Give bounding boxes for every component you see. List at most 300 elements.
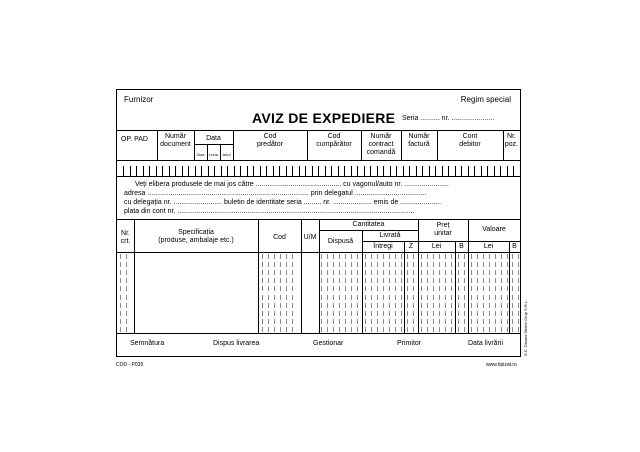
row-cell-tick xyxy=(507,262,508,267)
value-label: Valoare xyxy=(482,226,506,233)
row-cell-tick xyxy=(280,327,281,332)
row-cell-tick xyxy=(333,303,334,308)
row-cell-tick xyxy=(439,262,440,267)
row-cell-tick xyxy=(339,327,340,332)
row-cell-tick xyxy=(433,311,434,316)
row-cell-tick xyxy=(458,286,459,291)
row-cell-tick xyxy=(501,262,502,267)
digit-box-tick xyxy=(455,166,456,176)
digit-box-tick xyxy=(370,166,371,176)
row-cell-tick xyxy=(401,303,402,308)
digit-box-tick xyxy=(494,166,495,176)
row-cell-tick xyxy=(345,303,346,308)
row-cell-tick xyxy=(292,311,293,316)
row-cell-tick xyxy=(464,319,465,324)
contract-number-label: Număr contract comandă xyxy=(366,133,396,156)
row-cell-tick xyxy=(377,303,378,308)
row-cell-tick xyxy=(395,327,396,332)
digit-box-tick xyxy=(221,166,222,176)
row-cell-tick xyxy=(339,270,340,275)
row-cell-tick xyxy=(327,311,328,316)
row-cell-tick xyxy=(507,286,508,291)
row-cell-tick xyxy=(274,311,275,316)
digit-box-tick xyxy=(149,166,150,176)
row-cell-tick xyxy=(351,311,352,316)
delivery-line-2[interactable]: adresa ................................................................................... prin delegatul ..................................... xyxy=(124,190,427,197)
row-cell-tick xyxy=(389,278,390,283)
row-cell-tick xyxy=(292,319,293,324)
row-cell-tick xyxy=(345,278,346,283)
row-cell-tick xyxy=(451,327,452,332)
row-cell-tick xyxy=(413,327,414,332)
specification-label: Specificația (produse, ambalaje etc.) xyxy=(158,229,234,244)
publisher-text: S.C. Dinami Striker Grup S.R.L. xyxy=(523,299,528,356)
row-cell-tick xyxy=(413,270,414,275)
row-cell-tick xyxy=(292,327,293,332)
row-cell-tick xyxy=(327,286,328,291)
row-cell-tick xyxy=(483,311,484,316)
row-cell-tick xyxy=(377,262,378,267)
row-cell-tick xyxy=(357,254,358,259)
row-cell-tick xyxy=(495,286,496,291)
row-cell-tick xyxy=(389,303,390,308)
row-cell-tick xyxy=(421,262,422,267)
digit-box-tick xyxy=(253,166,254,176)
row-cell-tick xyxy=(489,286,490,291)
digit-box-tick xyxy=(299,166,300,176)
row-cell-tick xyxy=(413,262,414,267)
row-cell-tick xyxy=(371,254,372,259)
row-cell-tick xyxy=(339,319,340,324)
row-cell-tick xyxy=(333,254,334,259)
row-cell-tick xyxy=(327,278,328,283)
row-cell-tick xyxy=(451,262,452,267)
row-cell-tick xyxy=(371,295,372,300)
row-cell-tick xyxy=(458,262,459,267)
row-cell-tick xyxy=(445,262,446,267)
row-cell-tick xyxy=(477,327,478,332)
row-cell-tick xyxy=(383,262,384,267)
row-cell-tick xyxy=(351,295,352,300)
row-cell-tick xyxy=(495,254,496,259)
row-cell-tick xyxy=(518,295,519,300)
delivery-line-1[interactable]: Veți elibera produsele de mai jos către ............................................ cu vagonul/auto nr. ....................... xyxy=(135,181,449,188)
row-cell-tick xyxy=(120,262,121,267)
digit-box-tick xyxy=(305,166,306,176)
row-cell-tick xyxy=(458,327,459,332)
dispatch-note-form xyxy=(116,89,521,357)
row-cell-tick xyxy=(427,254,428,259)
row-cell-tick xyxy=(280,295,281,300)
row-cell-tick xyxy=(280,262,281,267)
row-cell-tick xyxy=(327,262,328,267)
doc-number-label: Număr document xyxy=(160,133,191,148)
row-cell-tick xyxy=(262,295,263,300)
row-cell-tick xyxy=(383,278,384,283)
row-cell-tick xyxy=(365,270,366,275)
row-cell-tick xyxy=(495,303,496,308)
row-cell-tick xyxy=(427,319,428,324)
row-cell-tick xyxy=(421,295,422,300)
row-cell-tick xyxy=(407,319,408,324)
row-cell-tick xyxy=(483,327,484,332)
row-cell-tick xyxy=(501,303,502,308)
row-cell-tick xyxy=(262,262,263,267)
row-cell-tick xyxy=(389,262,390,267)
digit-box-tick xyxy=(136,166,137,176)
row-cell-tick xyxy=(327,303,328,308)
row-cell-tick xyxy=(345,327,346,332)
row-cell-tick xyxy=(471,327,472,332)
row-cell-tick xyxy=(507,303,508,308)
supplier-label: Furnizor xyxy=(124,95,154,104)
digit-box-tick xyxy=(442,166,443,176)
digit-box-tick xyxy=(396,166,397,176)
row-cell-tick xyxy=(321,319,322,324)
row-cell-tick xyxy=(445,303,446,308)
row-cell-tick xyxy=(439,311,440,316)
row-cell-tick xyxy=(357,278,358,283)
row-cell-tick xyxy=(339,278,340,283)
row-cell-tick xyxy=(495,270,496,275)
row-cell-tick xyxy=(327,254,328,259)
digit-box-tick xyxy=(156,166,157,176)
row-cell-tick xyxy=(458,295,459,300)
row-cell-tick xyxy=(483,278,484,283)
digit-box-tick xyxy=(507,166,508,176)
digit-box-tick xyxy=(273,166,274,176)
digit-box-tick xyxy=(175,166,176,176)
row-cell-tick xyxy=(395,254,396,259)
row-cell-tick xyxy=(495,278,496,283)
row-cell-tick xyxy=(445,327,446,332)
row-cell-tick xyxy=(464,262,465,267)
row-cell-tick xyxy=(365,254,366,259)
row-cell-tick xyxy=(395,270,396,275)
row-cell-tick xyxy=(365,278,366,283)
row-cell-tick xyxy=(286,295,287,300)
row-cell-tick xyxy=(351,254,352,259)
row-cell-tick xyxy=(280,303,281,308)
row-cell-tick xyxy=(389,295,390,300)
row-cell-tick xyxy=(501,278,502,283)
digit-box-tick xyxy=(481,166,482,176)
row-cell-tick xyxy=(407,278,408,283)
row-cell-tick xyxy=(333,327,334,332)
row-cell-tick xyxy=(333,311,334,316)
row-cell-tick xyxy=(445,311,446,316)
row-cell-tick xyxy=(274,295,275,300)
row-cell-tick xyxy=(351,262,352,267)
integers-label: Întregi xyxy=(373,243,393,250)
row-cell-tick xyxy=(501,327,502,332)
row-cell-tick xyxy=(274,254,275,259)
row-cell-tick xyxy=(262,278,263,283)
digit-box-tick xyxy=(208,166,209,176)
row-cell-tick xyxy=(512,319,513,324)
row-cell-tick xyxy=(286,278,287,283)
row-cell-tick xyxy=(458,311,459,316)
form-code: COD - P035 xyxy=(116,362,144,368)
row-cell-tick xyxy=(471,295,472,300)
row-cell-tick xyxy=(383,270,384,275)
row-cell-tick xyxy=(292,295,293,300)
digit-box-tick xyxy=(266,166,267,176)
row-cell-tick xyxy=(274,278,275,283)
row-cell-tick xyxy=(501,286,502,291)
row-cell-tick xyxy=(292,286,293,291)
digit-box-tick xyxy=(377,166,378,176)
row-cell-tick xyxy=(439,254,440,259)
row-cell-tick xyxy=(383,254,384,259)
row-cell-tick xyxy=(377,286,378,291)
row-cell-tick xyxy=(433,327,434,332)
debit-account-label: Cont debitor xyxy=(459,133,481,148)
row-cell-tick xyxy=(483,254,484,259)
row-cell-tick xyxy=(395,262,396,267)
day-label: Ziua xyxy=(196,152,205,157)
row-cell-tick xyxy=(512,303,513,308)
row-cell-tick xyxy=(345,262,346,267)
row-cell-tick xyxy=(471,286,472,291)
row-cell-tick xyxy=(471,254,472,259)
row-cell-tick xyxy=(292,254,293,259)
row-cell-tick xyxy=(377,295,378,300)
row-cell-tick xyxy=(495,327,496,332)
row-cell-tick xyxy=(477,270,478,275)
digit-box-tick xyxy=(338,166,339,176)
row-cell-tick xyxy=(427,303,428,308)
row-cell-tick xyxy=(120,270,121,275)
row-cell-tick xyxy=(383,311,384,316)
row-cell-tick xyxy=(483,295,484,300)
value-bani-label: B xyxy=(512,243,517,250)
row-cell-tick xyxy=(512,295,513,300)
row-cell-tick xyxy=(407,295,408,300)
row-cell-tick xyxy=(413,295,414,300)
seller-code-label: Cod predător xyxy=(256,133,284,148)
digit-box-tick xyxy=(286,166,287,176)
row-cell-tick xyxy=(351,270,352,275)
digit-box-tick xyxy=(422,166,423,176)
row-cell-tick xyxy=(451,311,452,316)
row-cell-tick xyxy=(120,278,121,283)
row-cell-tick xyxy=(433,262,434,267)
row-cell-tick xyxy=(371,311,372,316)
row-cell-tick xyxy=(471,270,472,275)
digit-box-tick xyxy=(162,166,163,176)
row-cell-tick xyxy=(458,270,459,275)
row-cell-tick xyxy=(389,286,390,291)
row-cell-tick xyxy=(292,303,293,308)
row-cell-tick xyxy=(445,278,446,283)
digit-box-tick xyxy=(364,166,365,176)
row-cell-tick xyxy=(427,286,428,291)
delivery-line-4[interactable]: plata din cont nr. .......................................................................................................................... xyxy=(124,208,415,215)
row-cell-tick xyxy=(477,278,478,283)
unit-price-label: Preț unitar xyxy=(434,222,452,237)
row-cell-tick xyxy=(507,327,508,332)
row-cell-tick xyxy=(351,278,352,283)
row-cell-tick xyxy=(451,254,452,259)
row-cell-tick xyxy=(339,286,340,291)
row-cell-tick xyxy=(477,311,478,316)
row-cell-tick xyxy=(286,311,287,316)
row-cell-tick xyxy=(458,254,459,259)
row-cell-tick xyxy=(421,311,422,316)
row-cell-tick xyxy=(357,295,358,300)
row-cell-tick xyxy=(395,319,396,324)
delivery-line-3[interactable]: cu delegația nr. ......................... buletin de identitate seria ......... nr. .................... emis de ..................... xyxy=(124,199,442,206)
digit-box-tick xyxy=(182,166,183,176)
row-cell-tick xyxy=(327,319,328,324)
row-cell-tick xyxy=(401,262,402,267)
row-cell-tick xyxy=(483,286,484,291)
digit-box-tick xyxy=(409,166,410,176)
row-cell-tick xyxy=(512,278,513,283)
row-cell-tick xyxy=(262,270,263,275)
row-cell-tick xyxy=(321,286,322,291)
digit-box-tick xyxy=(143,166,144,176)
row-cell-tick xyxy=(395,286,396,291)
row-cell-tick xyxy=(439,303,440,308)
row-cell-tick xyxy=(327,270,328,275)
row-cell-tick xyxy=(489,270,490,275)
row-cell-tick xyxy=(280,311,281,316)
row-cell-tick xyxy=(333,295,334,300)
row-cell-tick xyxy=(401,295,402,300)
row-cell-tick xyxy=(445,295,446,300)
row-cell-tick xyxy=(383,286,384,291)
row-cell-tick xyxy=(495,262,496,267)
row-cell-tick xyxy=(401,270,402,275)
row-cell-tick xyxy=(489,303,490,308)
row-cell-tick xyxy=(321,311,322,316)
row-cell-tick xyxy=(274,319,275,324)
row-cell-tick xyxy=(427,311,428,316)
row-cell-tick xyxy=(427,327,428,332)
row-cell-tick xyxy=(518,278,519,283)
row-cell-tick xyxy=(518,319,519,324)
row-cell-tick xyxy=(365,286,366,291)
digit-box-tick xyxy=(416,166,417,176)
manager-label: Gestionar xyxy=(313,340,344,347)
row-cell-tick xyxy=(401,286,402,291)
digit-box-tick xyxy=(357,166,358,176)
row-cell-tick xyxy=(383,295,384,300)
row-cell-tick xyxy=(268,311,269,316)
row-cell-tick xyxy=(489,278,490,283)
row-cell-tick xyxy=(357,303,358,308)
row-cell-tick xyxy=(458,319,459,324)
row-cell-tick xyxy=(120,295,121,300)
row-cell-tick xyxy=(321,262,322,267)
row-cell-tick xyxy=(351,319,352,324)
row-cell-tick xyxy=(413,311,414,316)
row-cell-tick xyxy=(507,254,508,259)
row-cell-tick xyxy=(357,319,358,324)
digit-box-tick xyxy=(318,166,319,176)
row-cell-tick xyxy=(262,327,263,332)
row-cell-tick xyxy=(421,327,422,332)
digit-box-tick xyxy=(487,166,488,176)
row-cell-tick xyxy=(268,303,269,308)
digit-box-tick xyxy=(331,166,332,176)
row-cell-tick xyxy=(126,319,127,324)
series-number-field[interactable]: Seria .......... nr. ...................... xyxy=(402,115,495,122)
op-pad-label: OP. PAD xyxy=(121,136,148,143)
row-cell-tick xyxy=(371,286,372,291)
row-cell-tick xyxy=(512,327,513,332)
row-cell-tick xyxy=(345,270,346,275)
digit-box-tick xyxy=(403,166,404,176)
row-cell-tick xyxy=(377,270,378,275)
row-cell-tick xyxy=(357,311,358,316)
row-cell-tick xyxy=(333,262,334,267)
row-cell-tick xyxy=(471,278,472,283)
row-cell-tick xyxy=(464,254,465,259)
row-cell-tick xyxy=(371,319,372,324)
digit-box-tick xyxy=(169,166,170,176)
row-cell-tick xyxy=(433,278,434,283)
row-cell-tick xyxy=(371,270,372,275)
row-cell-tick xyxy=(483,262,484,267)
row-cell-tick xyxy=(407,303,408,308)
row-cell-tick xyxy=(339,295,340,300)
ordered-label: Dispusă xyxy=(327,238,354,245)
digit-box-tick xyxy=(130,166,131,176)
row-cell-tick xyxy=(280,254,281,259)
row-cell-tick xyxy=(477,295,478,300)
row-cell-tick xyxy=(445,254,446,259)
row-cell-tick xyxy=(451,319,452,324)
digit-box-tick xyxy=(214,166,215,176)
row-cell-tick xyxy=(489,262,490,267)
row-cell-tick xyxy=(483,270,484,275)
date-label: Data xyxy=(206,135,221,142)
row-cell-tick xyxy=(321,254,322,259)
row-cell-tick xyxy=(427,262,428,267)
row-cell-tick xyxy=(407,327,408,332)
digit-box-tick xyxy=(448,166,449,176)
row-cell-tick xyxy=(274,327,275,332)
row-cell-tick xyxy=(371,327,372,332)
row-cell-tick xyxy=(345,254,346,259)
row-cell-tick xyxy=(286,262,287,267)
row-cell-tick xyxy=(345,319,346,324)
row-cell-tick xyxy=(477,303,478,308)
row-cell-tick xyxy=(464,303,465,308)
row-cell-tick xyxy=(433,319,434,324)
row-cell-tick xyxy=(439,327,440,332)
row-cell-tick xyxy=(286,270,287,275)
row-cell-tick xyxy=(365,311,366,316)
row-cell-tick xyxy=(489,295,490,300)
digit-box-tick xyxy=(474,166,475,176)
row-cell-tick xyxy=(427,295,428,300)
row-cell-tick xyxy=(445,319,446,324)
price-bani-label: B xyxy=(459,243,464,250)
digit-box-tick xyxy=(292,166,293,176)
row-cell-tick xyxy=(518,254,519,259)
row-cell-tick xyxy=(489,254,490,259)
digit-box-tick xyxy=(513,166,514,176)
row-cell-tick xyxy=(518,270,519,275)
row-cell-tick xyxy=(439,295,440,300)
delivery-date-label: Data livrării xyxy=(468,340,504,347)
row-cell-tick xyxy=(512,262,513,267)
row-cell-tick xyxy=(427,278,428,283)
